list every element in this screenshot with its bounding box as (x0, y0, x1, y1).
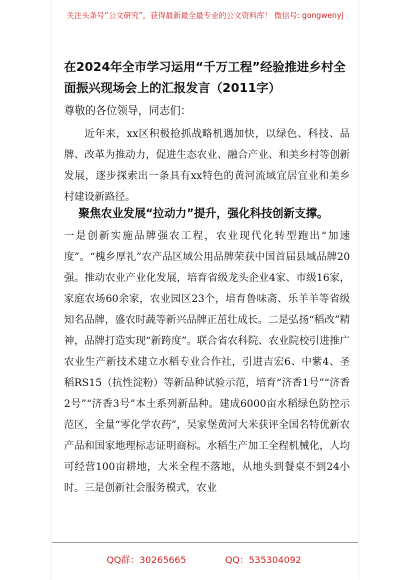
header-banner (0, 2, 408, 40)
qq-number: QQ：535304092 (225, 555, 302, 566)
document-title: 在2024年全市学习运用“千万工程”经验推进乡村全面振兴现场会上的汇报发言（2011字） (64, 60, 346, 95)
intro-paragraph: 近年来，xx区积极抢抓战略机遇加快，以绿色、科技、品牌、改革为推动力，促进生态农业、融合产业、和美乡村等创新发展，逐步探索出一条具有xx特色的黄河流域宜居宜业和美乡村建设新路径。 (64, 129, 350, 203)
section-heading: 聚焦农业发展“拉动力”提升，强化科技创新支撑。 (78, 207, 329, 220)
footer-divider (52, 542, 358, 543)
greeting: 尊敬的各位领导，同志们： (64, 105, 192, 117)
section-body-paragraph: 一是创新实施品牌强农工程，农业现代化转型跑出“加速度”。“槐乡厚礼”农产品区域公用品牌荣获中国首届县域品牌20强。推动农业产业化发展，培育省级龙头企业4家、市级16家，家庭农场60余家，农业园区23个，培育鲁味斋、乐羊羊等省级知名品牌，盛农时蔬等新兴品牌正茁壮成长。二是弘扬“稻改”精神，品牌打造实现“新跨度”。联合省农科院、农业院校引进推广农业生产新技术建立水稻专业合作社，引进吉宏6、中紫4、圣稻RS15（抗性淀粉）等新品种试验示范，培育“济香1号”“济香2号”“济香3号”本土系列新品种。建成6000亩水稻绿色防控示范区，全量“零化学农药”，吴家堡黄河大米获评全国名特优新农产品和国家地理标志证明商标。水稻生产加工全程机械化，人均可经营100亩耕地，大米全程不落地，从地头到餐桌不到24小时。三是创新社会服务模式，农业 (64, 231, 350, 494)
qq-group-number: QQ群：30265665 (106, 555, 187, 566)
header-promo-text: 关注头条号“公文研究”，获得最新最全最专业的公文资料库！ 微信号: gongwenyj (66, 11, 344, 20)
footer-contact (0, 552, 408, 566)
